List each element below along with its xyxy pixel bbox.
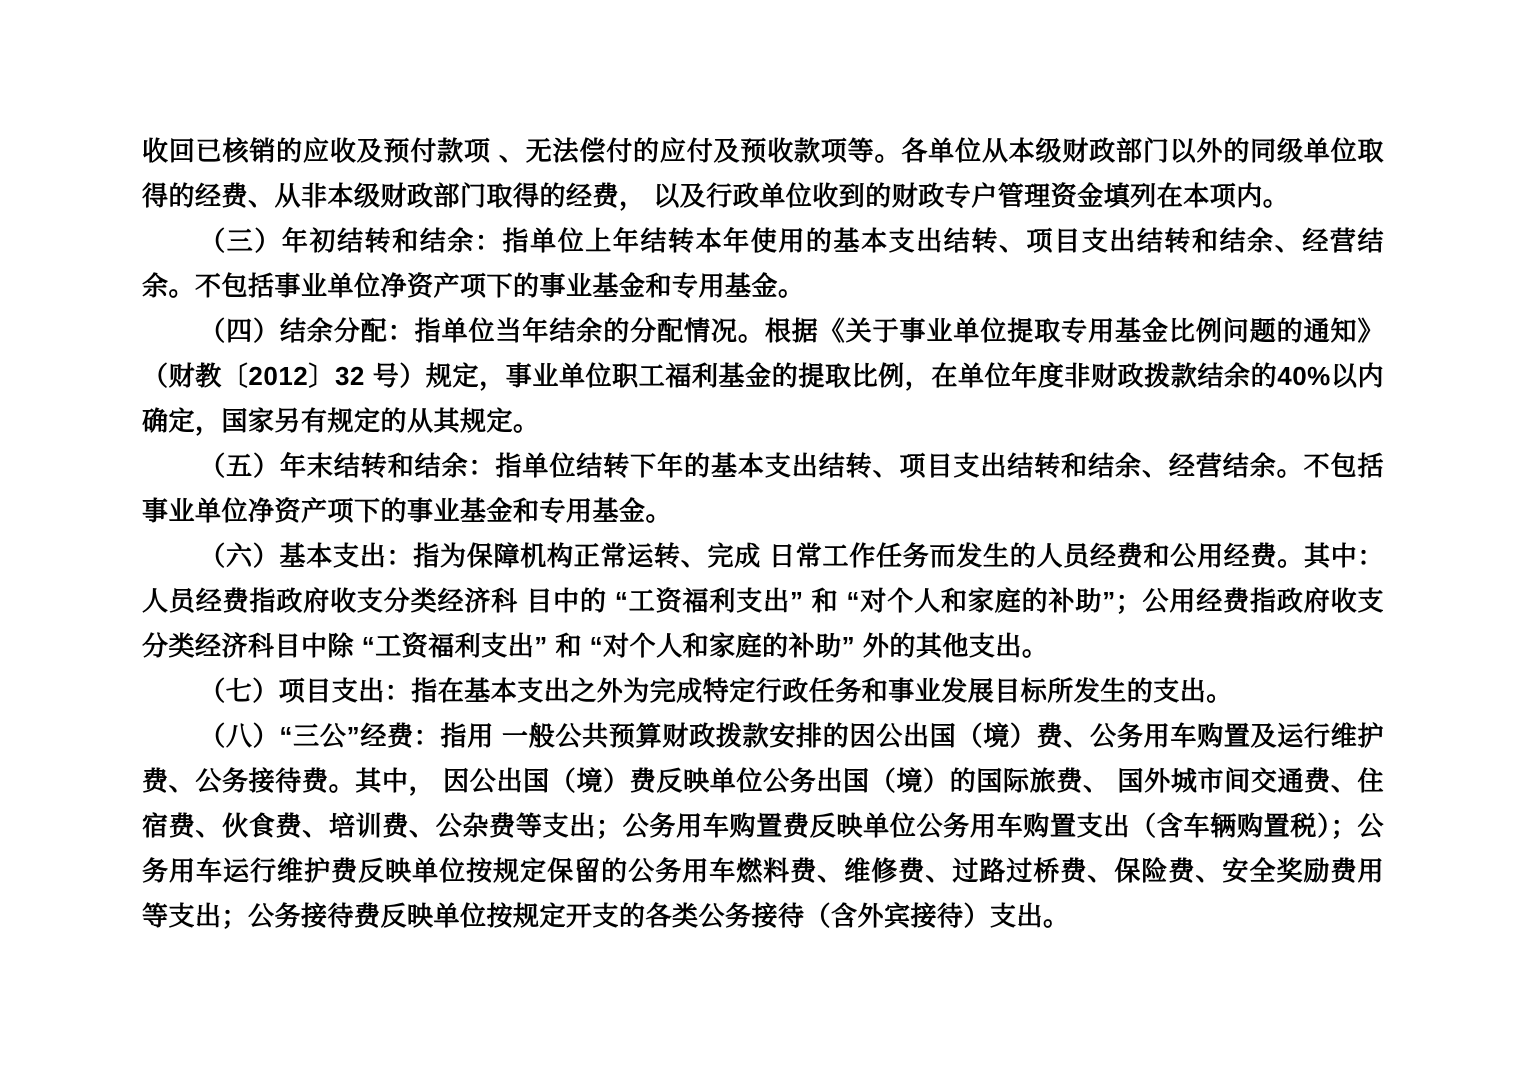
paragraph-item-seven: （七）项目支出：指在基本支出之外为完成特定行政任务和事业发展目标所发生的支出。 [199,676,1233,706]
paragraph-item-four: （四）结余分配：指单位当年结余的分配情况。根据《关于事业单位提取专用基金比例问题的通知》（财教〔2012〕32 号）规定，事业单位职工福利基金的提取比例，在单位年度非财政拨款结余的40%以内确定，国家另有规定的从其规定。 [142,316,1384,436]
paragraph-item-eight: （八）“三公”经费：指用 一般公共预算财政拨款安排的因公出国（境）费、公务用车购置及运行维护费、公务接待费。其中， 因公出国（境）费反映单位公务出国（境）的国际旅费、 国外城市间交通费、住宿费、伙食费、培训费、公杂费等支出；公务用车购置费反映单位公务用车购置支出（含车辆购置税）；公务用车运行维护费反映单位按规定保留的公务用车燃料费、维修费、过路过桥费、保险费、安全奖励费用等支出；公务接待费反映单位按规定开支的各类公务接待（含外宾接待）支出。 [142,721,1384,931]
paragraph-item-three: （三）年初结转和结余：指单位上年结转本年使用的基本支出结转、项目支出结转和结余、经营结余。不包括事业单位净资产项下的事业基金和专用基金。 [142,226,1384,301]
paragraph-continuation: 收回已核销的应收及预付款项 、无法偿付的应付及预收款项等。各单位从本级财政部门以外的同级单位取得的经费、从非本级财政部门取得的经费， 以及行政单位收到的财政专户管理资金填列在本项内。 [142,136,1384,211]
paragraph-item-five: （五）年末结转和结余：指单位结转下年的基本支出结转、项目支出结转和结余、经营结余。不包括事业单位净资产项下的事业基金和专用基金。 [142,451,1384,526]
document-body [142,129,1384,939]
paragraph-item-six: （六）基本支出：指为保障机构正常运转、完成 日常工作任务而发生的人员经费和公用经费。其中：人员经费指政府收支分类经济科 目中的 “工资福利支出” 和 “对个人和家庭的补助”；公用经费指政府收支分类经济科目中除 “工资福利支出” 和 “对个人和家庭的补助” 外的其他支出。 [142,541,1384,661]
